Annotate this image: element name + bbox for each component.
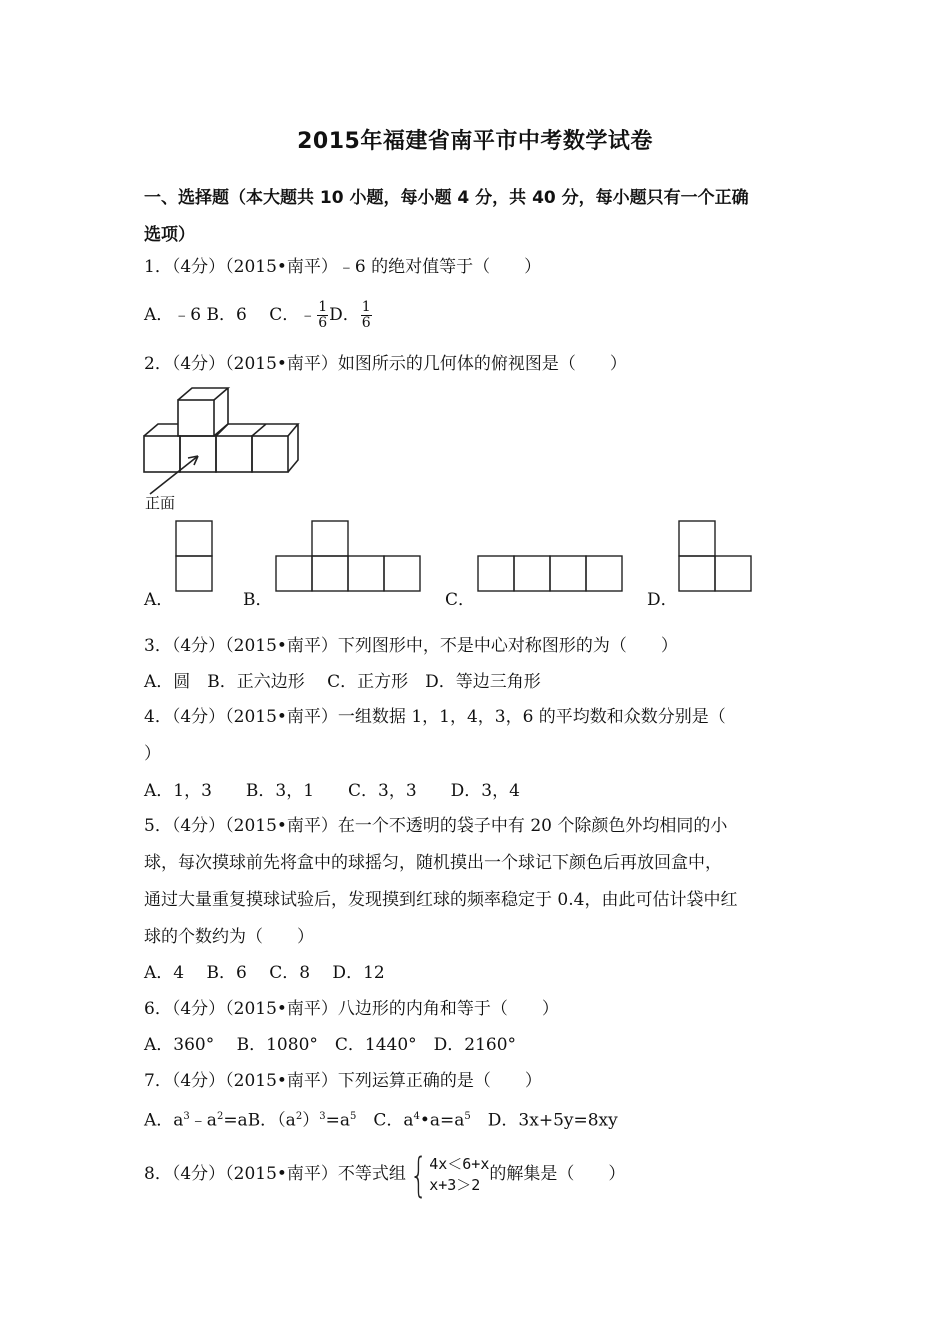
q1-option-c-prefix: C．﹣ <box>269 305 317 325</box>
question-4-stem: 4．（4分）（2015•南平）一组数据 1，1，4，3，6 的平均数和众数分别是（ <box>144 707 726 727</box>
q2-option-b[interactable]: B． <box>243 590 273 610</box>
figure-label-front: 正面 <box>145 494 176 512</box>
q2-option-d[interactable]: D． <box>647 590 678 610</box>
q1-option-c-fraction: $\frac{1}{6}$ <box>318 299 328 331</box>
inequality-2: x+3＞2 <box>429 1175 481 1194</box>
q8-stem-prefix: 8．（4分）（2015•南平）不等式组 <box>144 1164 406 1184</box>
q2-option-d-figure <box>678 520 754 594</box>
q8-stem-suffix: 的解集是（ ） <box>489 1164 626 1184</box>
question-4-options: A．1，3 B．3，1 C．3，3 D．3，4 <box>144 781 520 801</box>
q2-option-b-figure <box>275 520 423 594</box>
q2-option-c-figure <box>477 554 625 594</box>
inequality-1: 4x＜6+x <box>429 1154 490 1173</box>
question-5-options: A．4 B．6 C．8 D．12 <box>144 963 385 983</box>
q1-option-a: A．﹣6 <box>144 305 202 325</box>
q1-option-d-prefix: D． <box>329 305 360 325</box>
question-5-line-3: 通过大量重复摸球试验后，发现摸到红球的频率稳定于 0.4，由此可估计袋中红 <box>144 890 738 910</box>
question-6-options: A．360° B．1080° C．1440° D．2160° <box>144 1035 517 1055</box>
question-1-options <box>144 300 373 331</box>
question-3-stem: 3．（4分）（2015•南平）下列图形中，不是中心对称图形的为（ ） <box>144 636 678 656</box>
q2-option-a[interactable]: A． <box>144 590 174 610</box>
question-5-line-1: 5．（4分）（2015•南平）在一个不透明的袋子中有 20 个除颜色外均相同的小 <box>144 816 728 836</box>
question-1-stem: 1．（4分）（2015•南平）﹣6 的绝对值等于（ ） <box>144 257 542 277</box>
question-2-stem: 2．（4分）（2015•南平）如图所示的几何体的俯视图是（ ） <box>144 354 627 374</box>
section-heading-cont: 选项） <box>144 225 195 245</box>
q2-option-a-figure <box>175 520 215 594</box>
question-4-stem-cont: ） <box>144 744 161 764</box>
page-title: 2015年福建省南平市中考数学试卷 <box>297 129 653 154</box>
q1-option-b: B．6 <box>206 305 247 325</box>
question-8-stem <box>144 1147 626 1202</box>
q1-option-d-fraction: $\frac{1}{6}$ <box>361 299 371 331</box>
question-7-stem: 7．（4分）（2015•南平）下列运算正确的是（ ） <box>144 1071 542 1091</box>
section-heading: 一、选择题（本大题共 10 小题，每小题 4 分，共 40 分，每小题只有一个正确 <box>144 188 749 208</box>
question-3-options: A．圆 B．正六边形 C．正方形 D．等边三角形 <box>144 672 541 692</box>
question-5-line-2: 球，每次摸球前先将盒中的球摇匀，随机摸出一个球记下颜色后再放回盒中， <box>144 853 722 873</box>
q2-option-c[interactable]: C． <box>445 590 476 610</box>
question-7-options: A．$a^3﹣a^2=aB$．$(a^2)^3=a^5$ C．$a^4•a=a^5$ D．3x+5y=8xy <box>144 1110 618 1131</box>
inequality-system: { 4x＜6+x x+3＞2 <box>409 1147 490 1202</box>
question-5-line-4: 球的个数约为（ ） <box>144 927 314 947</box>
question-6-stem: 6．（4分）（2015•南平）八边形的内角和等于（ ） <box>144 999 559 1019</box>
